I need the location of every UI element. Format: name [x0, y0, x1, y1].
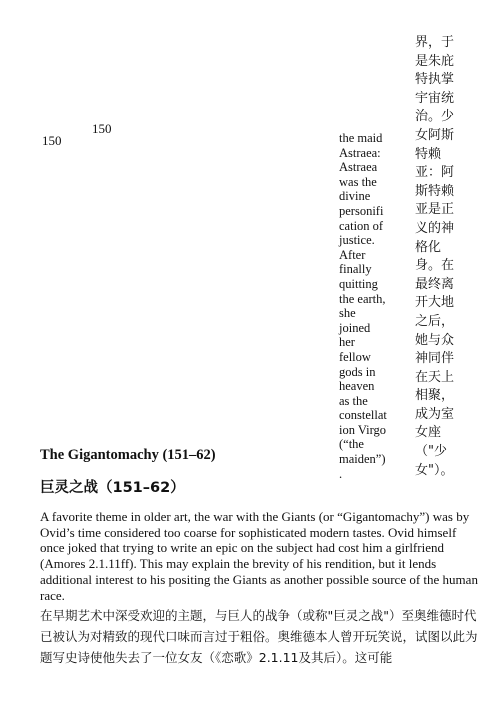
- paragraph-english: A favorite theme in older art, the war with the Giants (or “Gigantomachy”) was by Ovid’s time considered too coarse for sophisticated modern tastes. Ovid himself once joked that trying to write an epic on the subject had cost him a girlfriend (Amores 2.1.11ff). This may explain the brevity of his rendition, but it lends additional interest to his positing the Giants as another possible source of the human race.: [40, 509, 478, 603]
- section-heading-chinese: 巨灵之战（151–62）: [40, 480, 185, 496]
- section-heading-english: The Gigantomachy (151–62): [40, 447, 216, 463]
- chinese-annotation: 界，于是朱庇特执掌宇宙统治。少女阿斯特赖亚：阿斯特赖亚是正义的神格化身。在最终离开大地之后，她与众神同伴在天上相聚，成为室女座（"少女"）。: [415, 35, 455, 478]
- english-annotation: the maid Astraea: Astraea was the divine personification of justice. After finally quitting the earth, she joined her fellow gods in heaven as the constellation Virgo (“the maiden”).: [339, 131, 387, 481]
- paragraph-chinese: 在早期艺术中深受欢迎的主题，与巨人的战争（或称"巨灵之战"）至奥维德时代已被认为对精致的现代口味而言过于粗俗。奥维德本人曾开玩笑说，试图以此为题写史诗使他失去了一位女友（《恋歌》2.1.11及其后）。这可能: [40, 608, 478, 665]
- line-number-upper: 150: [92, 121, 112, 136]
- line-number-lower: 150: [42, 133, 62, 148]
